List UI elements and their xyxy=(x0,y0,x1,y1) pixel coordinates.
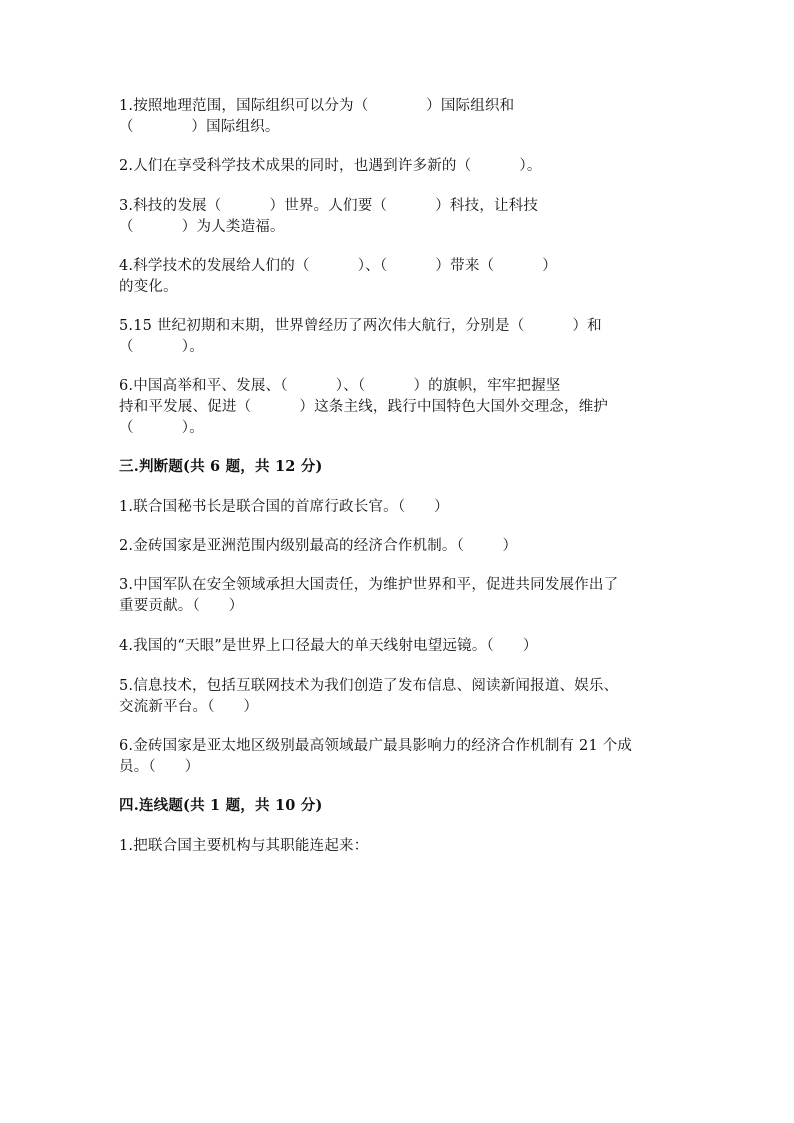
fill-q3-line2: （ ）为人类造福。 xyxy=(119,219,285,235)
judge-q5-line2: 交流新平台。（ ） xyxy=(119,699,259,715)
fill-q4-line2: 的变化。 xyxy=(119,279,178,295)
fill-q1-line1: 1.按照地理范围，国际组织可以分为（ ）国际组织和 xyxy=(119,98,515,114)
fill-q4-line1: 4.科学技术的发展给人们的（ ）、（ ）带来（ ） xyxy=(119,258,558,274)
judge-q5-line1: 5.信息技术，包括互联网技术为我们创造了发布信息、阅读新闻报道、娱乐、 xyxy=(119,678,619,694)
judge-q3-line2: 重要贡献。（ ） xyxy=(119,598,244,614)
fill-q1-line2: （ ）国际组织。 xyxy=(119,119,280,135)
judge-q4-line1: 4.我国的“天眼”是世界上口径最大的单天线射电望远镜。（ ） xyxy=(119,638,538,654)
judge-q6-line2: 员。（ ） xyxy=(119,759,200,775)
fill-q6-line3: （ ）。 xyxy=(119,420,204,436)
judge-q6-line1: 6.金砖国家是亚太地区级别最高领域最广最具影响力的经济合作机制有 21 个成 xyxy=(119,738,633,754)
fill-q6-line2: 持和平发展、促进（ ）这条主线，践行中国特色大国外交理念，维护 xyxy=(119,399,609,415)
fill-q6-line1: 6.中国高举和平、发展、（ ）、（ ）的旗帜，牢牢把握坚 xyxy=(119,378,561,394)
judge-q1-line1: 1.联合国秘书长是联合国的首席行政长官。（ ） xyxy=(119,499,449,515)
judge-q2-line1: 2.金砖国家是亚洲范围内级别最高的经济合作机制。（ ） xyxy=(119,538,518,554)
fill-q2-line1: 2.人们在享受科学技术成果的同时，也遇到许多新的（ ）。 xyxy=(119,158,542,174)
match-q1-line1: 1.把联合国主要机构与其职能连起来： xyxy=(119,838,369,854)
match-section-title: 四.连线题(共 1 题，共 10 分) xyxy=(119,797,323,814)
judge-section-title: 三.判断题(共 6 题，共 12 分) xyxy=(119,458,323,475)
judge-q3-line1: 3.中国军队在安全领域承担大国责任，为维护世界和平，促进共同发展作出了 xyxy=(119,577,619,593)
fill-q3-line1: 3.科技的发展（ ）世界。人们要（ ）科技，让科技 xyxy=(119,198,539,214)
fill-q5-line1: 5.15 世纪初期和末期，世界曾经历了两次伟大航行，分别是（ ）和 xyxy=(119,318,602,334)
fill-q5-line2: （ ）。 xyxy=(119,339,204,355)
